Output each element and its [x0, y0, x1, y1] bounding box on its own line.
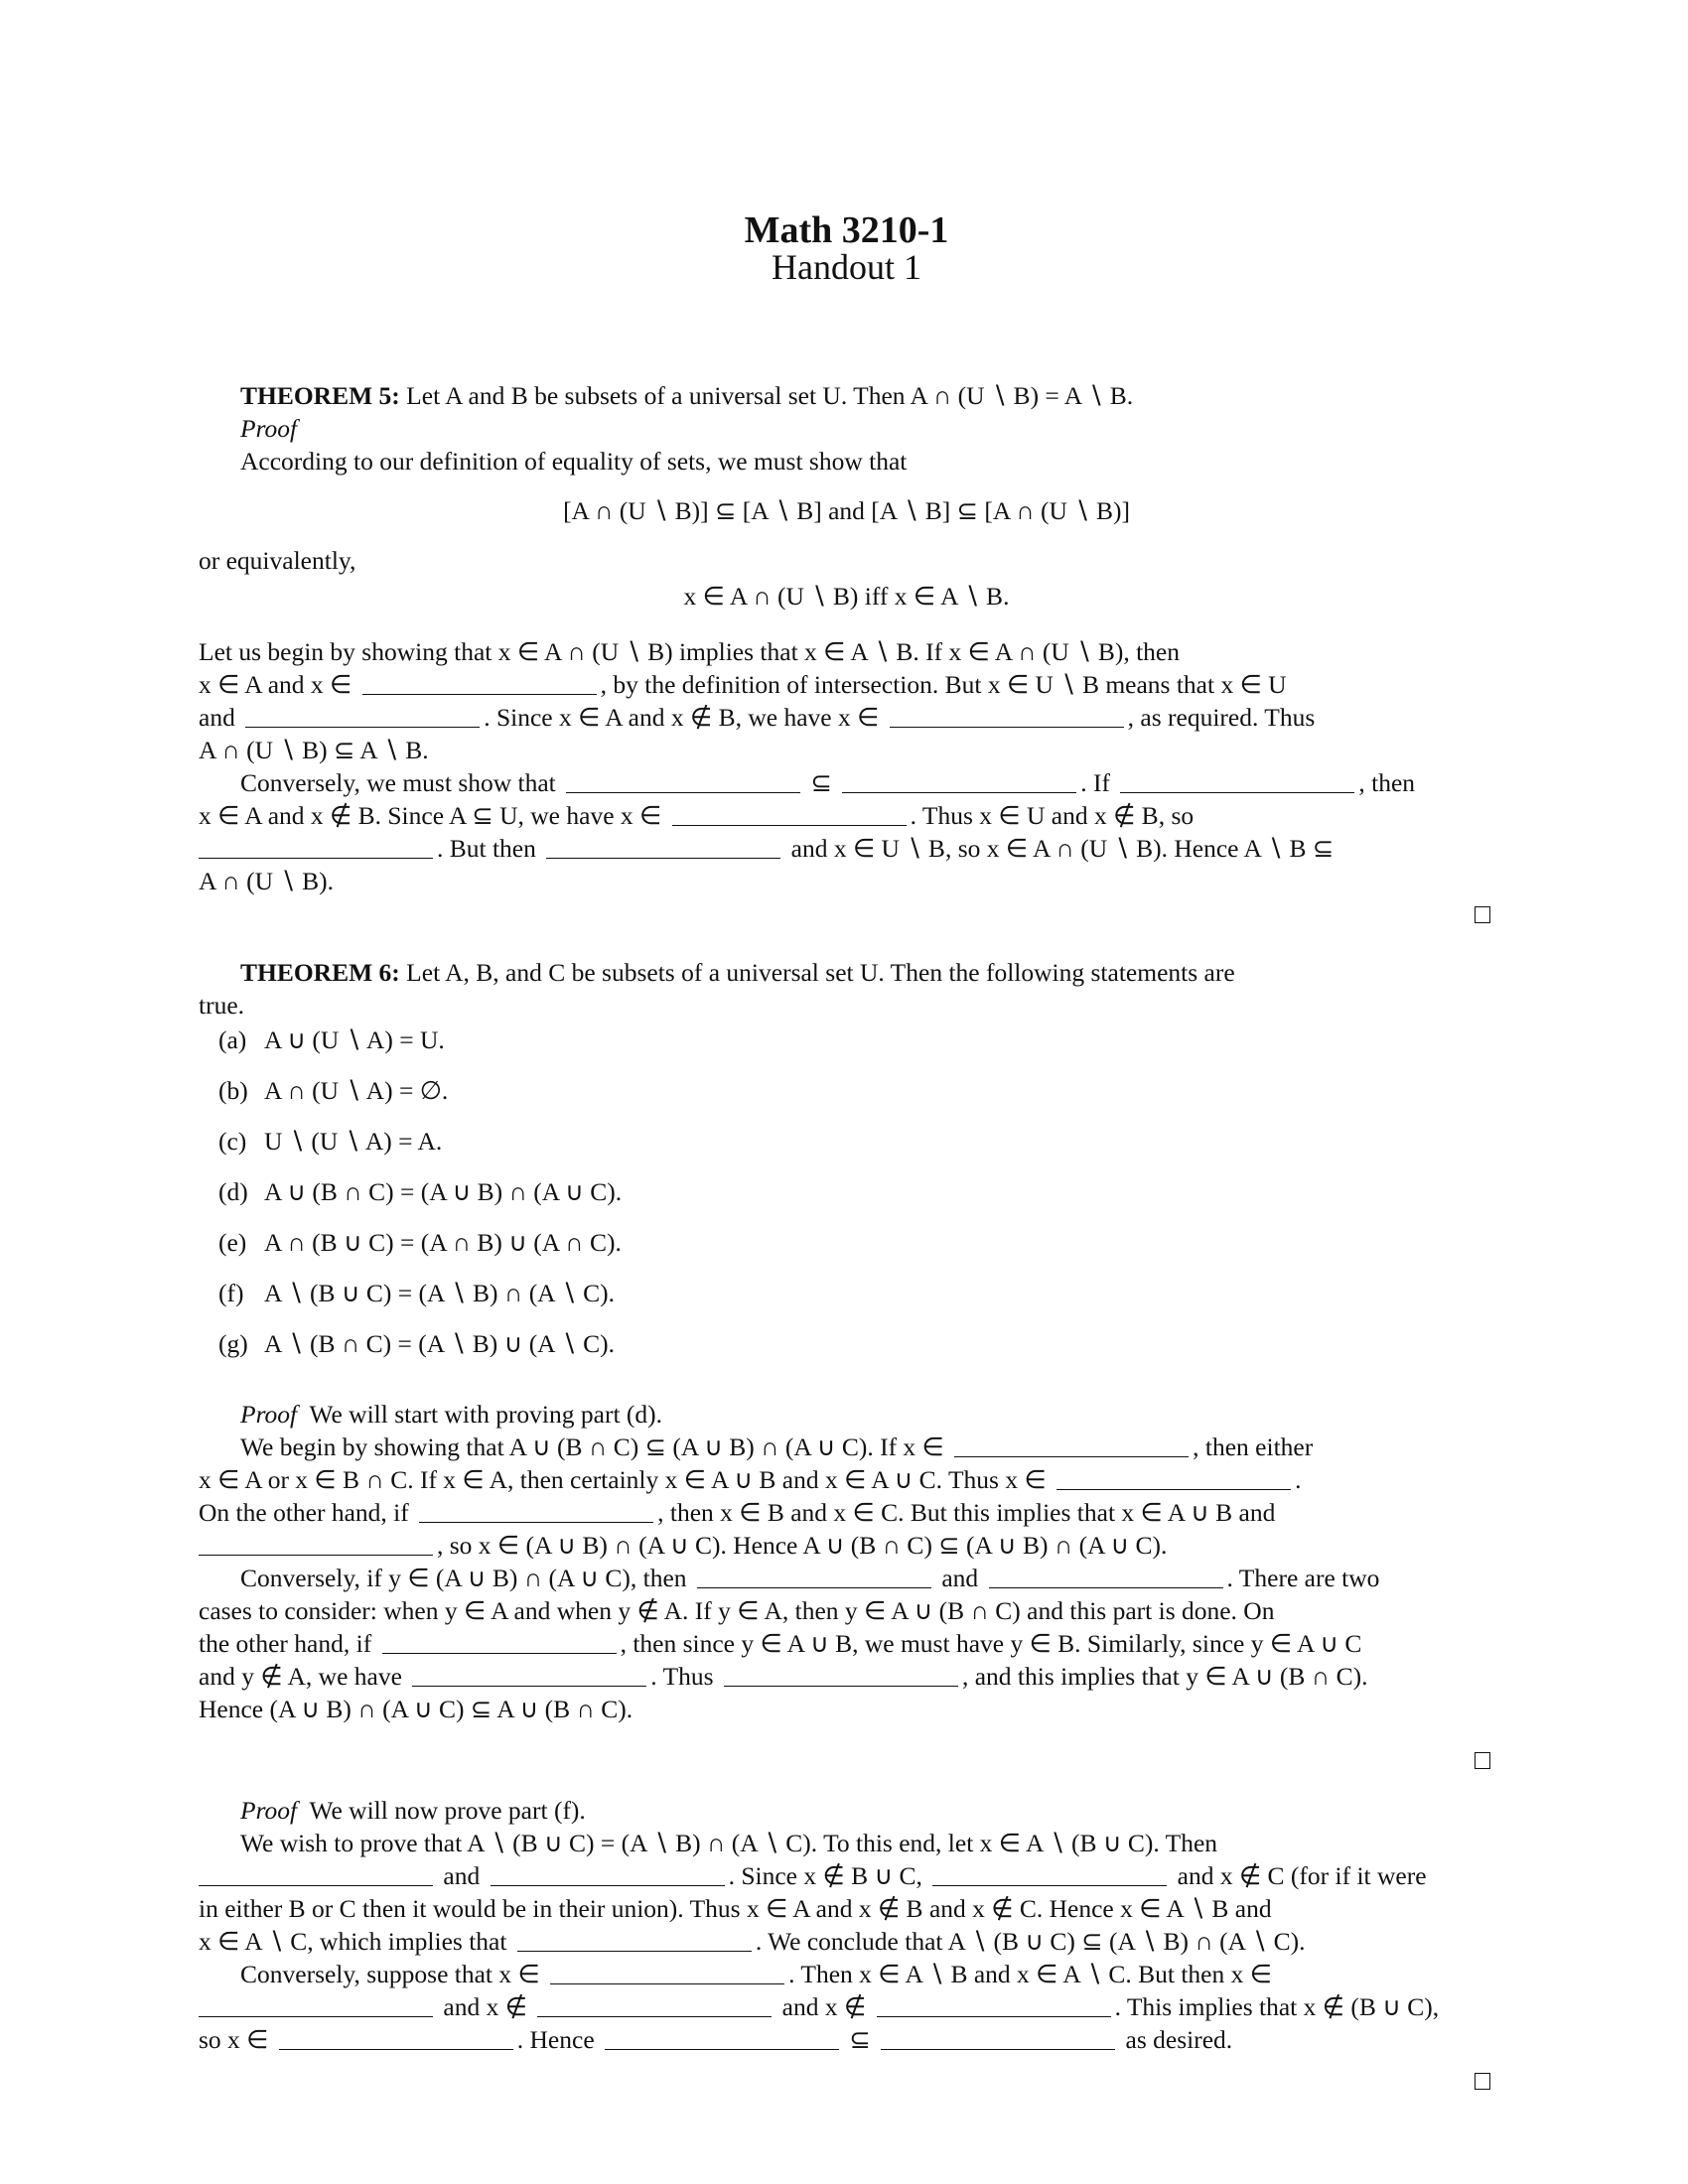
- fill-in-blank[interactable]: [199, 1884, 433, 1886]
- proof-text-line: Conversely, suppose that x ∈ . Then x ∈ A ∖ B and x ∈ A ∖ C. But then x ∈: [240, 1960, 1272, 1988]
- proof-text-line: and y ∉ A, we have . Thus , and this implies that y ∈ A ∪ (B ∩ C).: [199, 1662, 1368, 1691]
- theorem-6-section: [199, 956, 1494, 1022]
- display-equation: [A ∩ (U ∖ B)] ⊆ [A ∖ B] and [A ∖ B] ⊆ [A ∩ (U ∖ B)]: [563, 496, 1130, 525]
- list-item: (d) A ∪ (B ∩ C) = (A ∪ B) ∩ (A ∪ C).: [218, 1177, 623, 1206]
- proof-text-line: A ∩ (U ∖ B) ⊆ A ∖ B.: [199, 736, 429, 764]
- proof-label: Proof: [240, 414, 298, 443]
- proof-text-line: or equivalently,: [199, 546, 356, 575]
- proof-text-line: , so x ∈ (A ∪ B) ∩ (A ∪ C). Hence A ∪ (B ∩ C) ⊆ (A ∪ B) ∩ (A ∪ C).: [199, 1529, 1494, 1562]
- theorem-5-section: [199, 379, 1494, 613]
- proof-text-line: Hence (A ∪ B) ∩ (A ∪ C) ⊆ A ∪ (B ∩ C).: [199, 1695, 633, 1723]
- fill-in-blank[interactable]: [989, 1586, 1223, 1588]
- fill-in-blank[interactable]: [954, 1455, 1189, 1457]
- proof-text-line: x ∈ A ∖ C, which implies that . We conclude that A ∖ (B ∪ C) ⊆ (A ∖ B) ∩ (A ∖ C).: [199, 1927, 1306, 1956]
- qed-square-icon: [1475, 2073, 1490, 2090]
- proof-text-line: We begin by showing that A ∪ (B ∩ C) ⊆ (A ∪ B) ∩ (A ∪ C). If x ∈ , then either: [240, 1433, 1314, 1461]
- fill-in-blank[interactable]: [279, 2048, 513, 2050]
- proof-text-line: x ∈ A or x ∈ B ∩ C. If x ∈ A, then certainly x ∈ A ∪ B and x ∈ A ∪ C. Thus x ∈ .: [199, 1465, 1302, 1494]
- proof-text-line: and . Since x ∉ B ∪ C, and x ∉ C (for if it were: [199, 1859, 1494, 1892]
- proof-f-section: [199, 1794, 1494, 2056]
- page-title: Math 3210-1: [744, 209, 949, 251]
- fill-in-blank[interactable]: [566, 791, 800, 793]
- theorem-5-label: THEOREM 5:: [240, 381, 400, 410]
- fill-in-blank[interactable]: [932, 1884, 1167, 1886]
- fill-in-blank[interactable]: [550, 1982, 784, 1984]
- fill-in-blank[interactable]: [605, 2048, 839, 2050]
- fill-in-blank[interactable]: [724, 1685, 958, 1687]
- fill-in-blank[interactable]: [697, 1586, 931, 1588]
- fill-in-blank[interactable]: [842, 791, 1076, 793]
- proof-text-line: x ∈ A and x ∉ B. Since A ⊆ U, we have x ∈ . Thus x ∈ U and x ∉ B, so: [199, 801, 1195, 830]
- proof-text-line: Let us begin by showing that x ∈ A ∩ (U ∖ B) implies that x ∈ A ∖ B. If x ∈ A ∩ (U ∖ B), then: [199, 637, 1180, 666]
- page-subtitle: Handout 1: [772, 247, 921, 287]
- fill-in-blank[interactable]: [419, 1521, 653, 1523]
- proof-text-line: and x ∉ and x ∉ . This implies that x ∉ (B ∪ C),: [199, 1990, 1494, 2023]
- fill-in-blank[interactable]: [1120, 791, 1354, 793]
- list-item: (e) A ∩ (B ∪ C) = (A ∩ B) ∪ (A ∩ C).: [218, 1228, 622, 1257]
- fill-in-blank[interactable]: [1056, 1488, 1291, 1490]
- proof-intro: Proof We will start with proving part (d).: [240, 1400, 663, 1429]
- fill-in-blank[interactable]: [491, 1884, 725, 1886]
- proof-text-line: Conversely, if y ∈ (A ∪ B) ∩ (A ∪ C), then and . There are two: [240, 1564, 1380, 1592]
- fill-in-blank[interactable]: [672, 824, 907, 826]
- proof-label: Proof: [240, 1400, 298, 1429]
- proof-intro: Proof We will now prove part (f).: [240, 1796, 586, 1825]
- list-item: (g) A ∖ (B ∩ C) = (A ∖ B) ∪ (A ∖ C).: [218, 1329, 616, 1358]
- proof-text-line: so x ∈ . Hence ⊆ as desired.: [199, 2025, 1233, 2054]
- theorem-6-statement: THEOREM 6: Let A, B, and C be subsets of a universal set U. Then the following statements are: [240, 958, 1235, 987]
- list-item: (c) U ∖ (U ∖ A) = A.: [218, 1127, 443, 1156]
- fill-in-blank[interactable]: [199, 1554, 433, 1556]
- list-item: (b) A ∩ (U ∖ A) = ∅.: [218, 1076, 449, 1105]
- proof-text-line: x ∈ A and x ∈ , by the definition of intersection. But x ∈ U ∖ B means that x ∈ U: [199, 670, 1287, 699]
- fill-in-blank[interactable]: [877, 2015, 1111, 2017]
- proof-text-line: A ∩ (U ∖ B).: [199, 867, 334, 895]
- theorem-6-statement-cont: true.: [199, 991, 245, 1020]
- fill-in-blank[interactable]: [412, 1685, 646, 1687]
- fill-in-blank[interactable]: [362, 693, 597, 695]
- qed-square-icon: [1475, 1752, 1490, 1769]
- fill-in-blank[interactable]: [546, 857, 780, 859]
- proof-text-line: Conversely, we must show that ⊆ . If , then: [240, 768, 1416, 797]
- fill-in-blank[interactable]: [537, 2015, 772, 2017]
- qed-square-icon: [1475, 906, 1490, 923]
- proof-d-section: [199, 1398, 1494, 1725]
- proof-text-line: . But then and x ∈ U ∖ B, so x ∈ A ∩ (U ∖ B). Hence A ∖ B ⊆: [199, 832, 1494, 865]
- list-item: (f) A ∖ (B ∪ C) = (A ∖ B) ∩ (A ∖ C).: [218, 1279, 616, 1307]
- proof-text-line: cases to consider: when y ∈ A and when y ∉ A. If y ∈ A, then y ∈ A ∪ (B ∩ C) and this part is done. On: [199, 1596, 1275, 1625]
- fill-in-blank[interactable]: [199, 857, 433, 859]
- fill-in-blank[interactable]: [382, 1652, 617, 1654]
- proof-text-line: On the other hand, if , then x ∈ B and x ∈ C. But this implies that x ∈ A ∪ B and: [199, 1498, 1276, 1527]
- proof-text-line: the other hand, if , then since y ∈ A ∪ B, we must have y ∈ B. Similarly, since y ∈ A ∪ C: [199, 1629, 1362, 1658]
- fill-in-blank[interactable]: [199, 2015, 433, 2017]
- title-block: [199, 209, 1494, 287]
- proof-text-line: According to our definition of equality of sets, we must show that: [240, 447, 908, 476]
- theorem-5-statement: THEOREM 5: Let A and B be subsets of a universal set U. Then A ∩ (U ∖ B) = A ∖ B.: [240, 381, 1134, 410]
- theorem-6-label: THEOREM 6:: [240, 958, 400, 987]
- fill-in-blank[interactable]: [890, 726, 1124, 728]
- proof-label: Proof: [240, 1796, 298, 1825]
- proof-text-line: We wish to prove that A ∖ (B ∪ C) = (A ∖ B) ∩ (A ∖ C). To this end, let x ∈ A ∖ (B ∪ C). Then: [240, 1829, 1218, 1857]
- proof-text-line: and . Since x ∈ A and x ∉ B, we have x ∈ , as required. Thus: [199, 703, 1316, 732]
- list-item: (a) A ∪ (U ∖ A) = U.: [218, 1025, 445, 1054]
- fill-in-blank[interactable]: [245, 726, 480, 728]
- fill-in-blank[interactable]: [881, 2048, 1115, 2050]
- fill-in-blank[interactable]: [517, 1950, 752, 1952]
- theorem-5-proof-body: [199, 635, 1494, 897]
- proof-text-line: in either B or C then it would be in their union). Thus x ∈ A and x ∉ B and x ∉ C. Hence x ∈ A ∖ B and: [199, 1894, 1272, 1923]
- display-equation: x ∈ A ∩ (U ∖ B) iff x ∈ A ∖ B.: [683, 582, 1010, 611]
